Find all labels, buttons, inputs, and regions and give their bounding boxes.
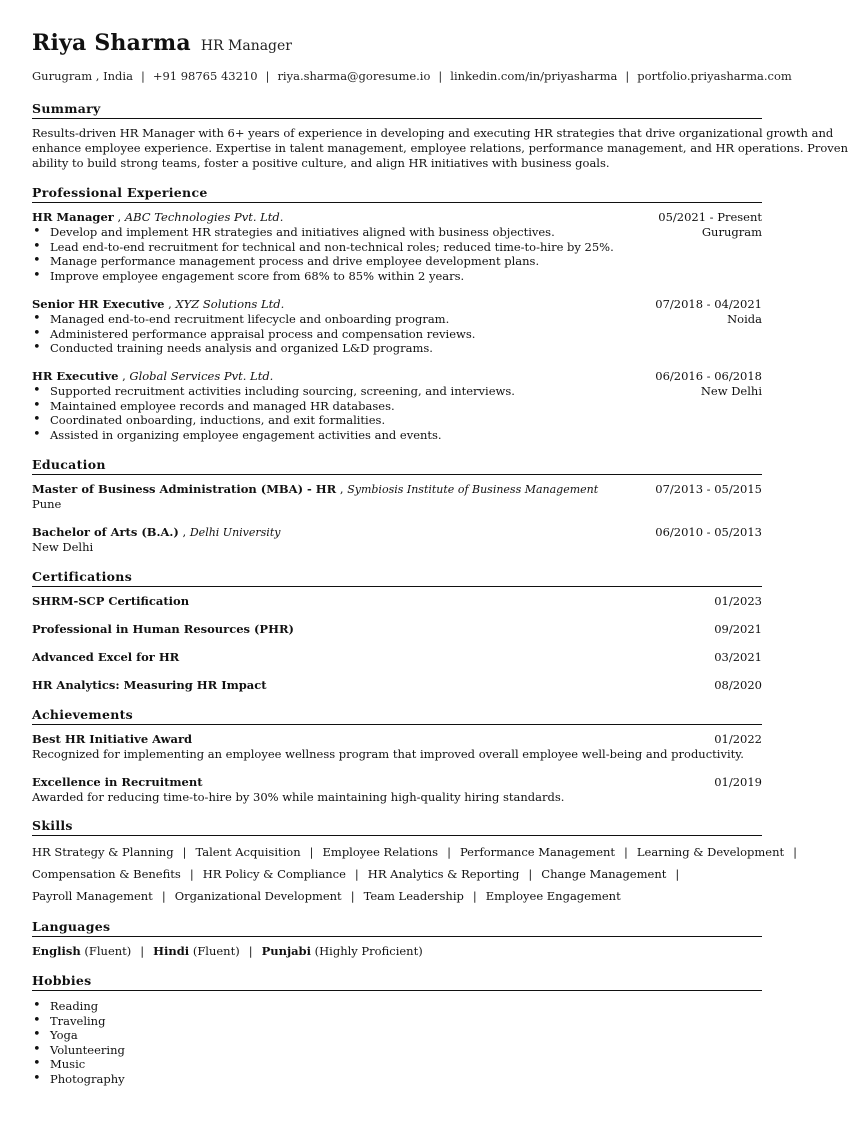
list-item: • Conducted training needs analysis and organized L&D programs.: [32, 341, 475, 356]
job-header: HR Executive , Global Services Pvt. Ltd. 06/2016 - 06/2018: [32, 369, 762, 383]
skill: Learning & Development: [636, 845, 785, 859]
achievement-item: [32, 732, 762, 747]
resume-header: [32, 30, 292, 56]
job-location: Gurugram: [701, 225, 762, 239]
separator: |: [140, 69, 145, 83]
skill: Compensation & Benefits: [32, 867, 181, 881]
list-item: • Managed end-to-end recruitment lifecycle and onboarding program.: [32, 312, 475, 327]
skill: Employee Engagement: [485, 889, 621, 903]
skills-line: Payroll Management | Organizational Development | Team Leadership | Employee Engagement: [32, 889, 621, 903]
achievement-item: [32, 775, 762, 790]
section-divider: [32, 936, 762, 937]
job-header: HR Manager , ABC Technologies Pvt. Ltd. 05/2021 - Present: [32, 210, 762, 224]
certification-item: [32, 594, 762, 609]
job-dates: 05/2021 - Present: [658, 210, 762, 224]
certification-name: Professional in Human Resources (PHR): [32, 622, 294, 636]
school: Delhi University: [189, 526, 281, 539]
section-divider: [32, 724, 762, 725]
skill: HR Strategy & Planning: [32, 845, 174, 859]
separator: |: [438, 69, 443, 83]
job-dates: 06/2016 - 06/2018: [655, 369, 762, 383]
section-heading-education: Education: [32, 457, 106, 472]
language-level: (Highly Proficient): [314, 944, 423, 958]
certification-name: HR Analytics: Measuring HR Impact: [32, 678, 267, 692]
education-location: Pune: [32, 497, 62, 511]
summary-line: ability to build strong teams, foster a positive culture, and align HR initiatives with business goals.: [32, 156, 610, 170]
list-item: • Improve employee engagement score from 68% to 85% within 2 years.: [32, 269, 614, 284]
list-item: • Lead end-to-end recruitment for technical and non-technical roles; reduced time-to-hire by 25%.: [32, 240, 614, 255]
section-heading-certifications: Certifications: [32, 569, 133, 584]
hobbies-list: [32, 999, 125, 1087]
education-location: New Delhi: [32, 540, 94, 554]
languages-line: English (Fluent) | Hindi (Fluent) | Punjabi (Highly Proficient): [32, 944, 423, 958]
language-level: (Fluent): [192, 944, 240, 958]
job-company: ABC Technologies Pvt. Ltd.: [124, 210, 284, 224]
section-divider: [32, 202, 762, 203]
job-company: Global Services Pvt. Ltd.: [129, 369, 274, 383]
language-name: Hindi: [153, 944, 190, 958]
section-divider: [32, 990, 762, 991]
section-heading-skills: Skills: [32, 818, 73, 833]
certification-name: Advanced Excel for HR: [32, 650, 180, 664]
section-heading-hobbies: Hobbies: [32, 973, 92, 988]
job-role: Senior HR Executive: [32, 297, 165, 311]
certification-date: 01/2023: [714, 594, 762, 608]
achievement-date: 01/2019: [714, 775, 762, 789]
achievement-title: Best HR Initiative Award: [32, 732, 193, 746]
contact-line: [32, 69, 792, 83]
skill: Talent Acquisition: [195, 845, 301, 859]
skill: HR Analytics & Reporting: [367, 867, 520, 881]
certification-date: 08/2020: [714, 678, 762, 692]
job-company: XYZ Solutions Ltd.: [175, 297, 285, 311]
certification-item: [32, 650, 762, 665]
job-role: HR Executive: [32, 369, 119, 383]
job-header: Senior HR Executive , XYZ Solutions Ltd. 07/2018 - 04/2021: [32, 297, 762, 311]
skill: Organizational Development: [174, 889, 342, 903]
summary-line: enhance employee experience. Expertise in talent management, employee relations, performance management, and HR operations. Proven: [32, 141, 848, 155]
candidate-title: HR Manager: [200, 38, 292, 54]
section-divider: [32, 835, 762, 836]
job-bullets: [32, 384, 515, 442]
list-item: • Yoga: [32, 1028, 125, 1043]
achievement-title: Excellence in Recruitment: [32, 775, 203, 789]
contact-email[interactable]: riya.sharma@goresume.io: [277, 69, 431, 83]
achievement-desc: Awarded for reducing time-to-hire by 30% while maintaining high-quality hiring standards.: [32, 790, 565, 804]
section-heading-achievements: Achievements: [32, 707, 133, 722]
school: Symbiosis Institute of Business Management: [347, 483, 599, 496]
language-name: Punjabi: [261, 944, 311, 958]
section-divider: [32, 474, 762, 475]
separator: |: [625, 69, 630, 83]
achievement-desc: Recognized for implementing an employee wellness program that improved overall employee well-being and productivity.: [32, 747, 744, 761]
job-bullets: [32, 225, 614, 283]
list-item: • Develop and implement HR strategies and initiatives aligned with business objectives.: [32, 225, 614, 240]
section-divider: [32, 118, 762, 119]
separator: |: [265, 69, 270, 83]
job-location: New Delhi: [700, 384, 762, 398]
contact-portfolio[interactable]: portfolio.priyasharma.com: [637, 69, 792, 83]
list-item: • Assisted in organizing employee engagement activities and events.: [32, 428, 515, 443]
achievement-date: 01/2022: [714, 732, 762, 746]
list-item: • Traveling: [32, 1014, 125, 1029]
language-name: English: [32, 944, 81, 958]
section-heading-summary: Summary: [32, 101, 101, 116]
list-item: • Music: [32, 1057, 125, 1072]
section-heading-languages: Languages: [32, 919, 111, 934]
contact-linkedin[interactable]: linkedin.com/in/priyasharma: [450, 69, 618, 83]
certification-date: 03/2021: [714, 650, 762, 664]
certification-item: [32, 678, 762, 693]
summary-line: Results-driven HR Manager with 6+ years of experience in developing and executing HR strategies that drive organizational growth and: [32, 126, 834, 140]
education-item: Master of Business Administration (MBA) - HR , Symbiosis Institute of Business Management 07/2013 - 05/2015: [32, 482, 762, 496]
certification-item: [32, 622, 762, 637]
summary-text: [32, 126, 848, 171]
list-item: • Maintained employee records and managed HR databases.: [32, 399, 515, 414]
skill: Employee Relations: [322, 845, 439, 859]
skill: Payroll Management: [32, 889, 153, 903]
skill: Change Management: [541, 867, 667, 881]
certification-date: 09/2021: [714, 622, 762, 636]
skills-line: Compensation & Benefits | HR Policy & Compliance | HR Analytics & Reporting | Change Management |: [32, 867, 680, 881]
list-item: • Reading: [32, 999, 125, 1014]
skill: Performance Management: [459, 845, 616, 859]
list-item: • Supported recruitment activities including sourcing, screening, and interviews.: [32, 384, 515, 399]
skills-line: HR Strategy & Planning | Talent Acquisition | Employee Relations | Performance Management | Learning & Development |: [32, 845, 798, 859]
degree: Bachelor of Arts (B.A.): [32, 525, 179, 539]
degree: Master of Business Administration (MBA) - HR: [32, 482, 337, 496]
education-item: Bachelor of Arts (B.A.) , Delhi University 06/2010 - 05/2013: [32, 525, 762, 539]
certification-name: SHRM-SCP Certification: [32, 594, 190, 608]
education-dates: 07/2013 - 05/2015: [655, 482, 762, 496]
language-level: (Fluent): [84, 944, 132, 958]
list-item: • Volunteering: [32, 1043, 125, 1058]
contact-location: Gurugram , India: [32, 69, 133, 83]
list-item: • Administered performance appraisal process and compensation reviews.: [32, 327, 475, 342]
list-item: • Manage performance management process and drive employee development plans.: [32, 254, 614, 269]
candidate-name: Riya Sharma: [32, 30, 191, 56]
contact-phone: +91 98765 43210: [152, 69, 258, 83]
section-heading-experience: Professional Experience: [32, 185, 208, 200]
section-divider: [32, 586, 762, 587]
job-role: HR Manager: [32, 210, 114, 224]
job-location: Noida: [727, 312, 762, 326]
list-item: • Coordinated onboarding, inductions, and exit formalities.: [32, 413, 515, 428]
skill: Team Leadership: [363, 889, 464, 903]
education-dates: 06/2010 - 05/2013: [655, 525, 762, 539]
list-item: • Photography: [32, 1072, 125, 1087]
job-bullets: [32, 312, 475, 356]
job-dates: 07/2018 - 04/2021: [655, 297, 762, 311]
skill: HR Policy & Compliance: [202, 867, 346, 881]
